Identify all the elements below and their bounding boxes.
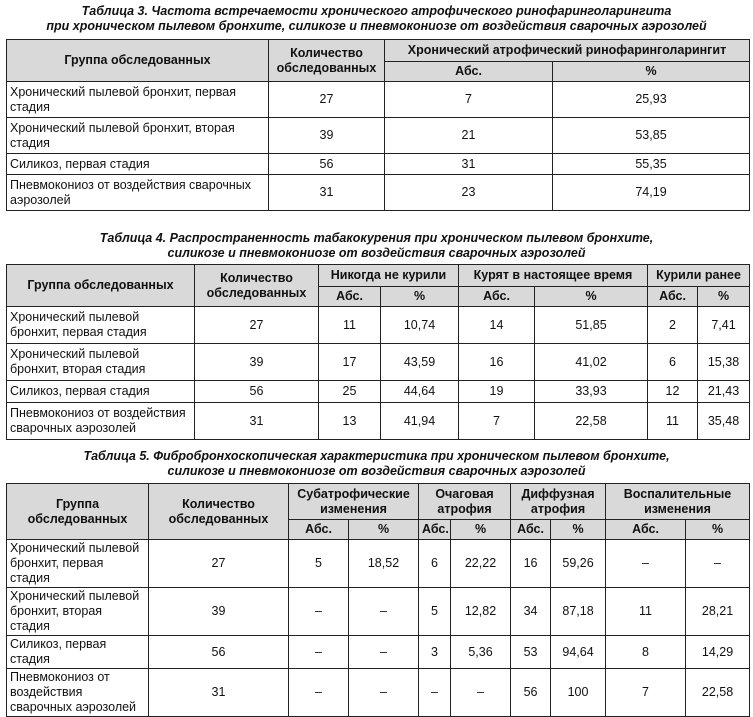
t5-header-count: Количество обследованных bbox=[149, 484, 289, 540]
t4-count: 27 bbox=[195, 307, 319, 344]
t4-abs: 19 bbox=[459, 381, 535, 403]
t5-pct: 59,26 bbox=[551, 540, 606, 588]
t5-group: Пневмокониоз от воздействия сварочных аэрозолей bbox=[7, 669, 149, 717]
t4-abs: 2 bbox=[648, 307, 698, 344]
t4-pct: 33,93 bbox=[535, 381, 648, 403]
table-row bbox=[7, 540, 750, 588]
t4-count: 31 bbox=[195, 403, 319, 440]
t4-abs: 12 bbox=[648, 381, 698, 403]
t5-group: Силикоз, первая стадия bbox=[7, 636, 149, 669]
t4-header-abs: Абс. bbox=[459, 287, 535, 307]
t5-header-abs: Абс. bbox=[511, 520, 551, 540]
t4-header-now: Курят в настоящее время bbox=[459, 265, 648, 287]
t5-abs: 16 bbox=[511, 540, 551, 588]
t3-pct: 25,93 bbox=[553, 82, 750, 118]
t4-pct: 35,48 bbox=[698, 403, 750, 440]
table-row bbox=[7, 82, 750, 118]
t5-header-pct: % bbox=[451, 520, 511, 540]
t5-abs: – bbox=[289, 588, 349, 636]
t5-pct: – bbox=[451, 669, 511, 717]
t3-pct: 53,85 bbox=[553, 118, 750, 154]
t3-pct: 55,35 bbox=[553, 154, 750, 175]
table4-caption bbox=[0, 231, 753, 261]
t5-abs: 11 bbox=[606, 588, 686, 636]
t4-abs: 11 bbox=[648, 403, 698, 440]
t5-header-pct: % bbox=[349, 520, 419, 540]
t3-group: Хронический пылевой бронхит, вторая стадия bbox=[7, 118, 269, 154]
t3-header-group: Группа обследованных bbox=[7, 40, 269, 82]
t4-pct: 7,41 bbox=[698, 307, 750, 344]
t3-group: Хронический пылевой бронхит, первая стадия bbox=[7, 82, 269, 118]
t4-pct: 51,85 bbox=[535, 307, 648, 344]
t5-group: Хронический пылевой бронхит, вторая стадия bbox=[7, 588, 149, 636]
t5-pct: – bbox=[686, 540, 750, 588]
t5-pct: 22,58 bbox=[686, 669, 750, 717]
t5-abs: – bbox=[289, 636, 349, 669]
t4-header-before: Курили ранее bbox=[648, 265, 750, 287]
t5-header-abs: Абс. bbox=[606, 520, 686, 540]
t5-header-focal: Очаговая атрофия bbox=[419, 484, 511, 520]
t4-header-count: Количество обследованных bbox=[195, 265, 319, 307]
t4-group: Пневмокониоз от воздействия сварочных аэрозолей bbox=[7, 403, 195, 440]
t5-pct: 87,18 bbox=[551, 588, 606, 636]
table-row bbox=[7, 307, 750, 344]
t4-count: 39 bbox=[195, 344, 319, 381]
t5-header-diffuse: Диффузная атрофия bbox=[511, 484, 606, 520]
t5-abs: – bbox=[289, 669, 349, 717]
t5-abs: 3 bbox=[419, 636, 451, 669]
table-row bbox=[7, 118, 750, 154]
t4-header-pct: % bbox=[381, 287, 459, 307]
t4-pct: 44,64 bbox=[381, 381, 459, 403]
t4-pct: 43,59 bbox=[381, 344, 459, 381]
t4-pct: 22,58 bbox=[535, 403, 648, 440]
t5-abs: 7 bbox=[606, 669, 686, 717]
table3-caption-line1: Таблица 3. Частота встречаемости хронического атрофического ринофаринголарингита bbox=[81, 4, 672, 18]
table-row bbox=[7, 636, 750, 669]
t3-count: 56 bbox=[269, 154, 385, 175]
t4-pct: 15,38 bbox=[698, 344, 750, 381]
t4-group: Хронический пылевой бронхит, первая стадия bbox=[7, 307, 195, 344]
t4-abs: 25 bbox=[319, 381, 381, 403]
t5-header-inflammatory: Воспалительные изменения bbox=[606, 484, 750, 520]
table-row bbox=[7, 175, 750, 211]
t5-pct: 94,64 bbox=[551, 636, 606, 669]
t4-group: Силикоз, первая стадия bbox=[7, 381, 195, 403]
t5-header-abs: Абс. bbox=[419, 520, 451, 540]
t3-abs: 31 bbox=[385, 154, 553, 175]
t5-header-group: Группа обследованных bbox=[7, 484, 149, 540]
t5-pct: – bbox=[349, 669, 419, 717]
table3 bbox=[6, 39, 750, 211]
t3-group: Силикоз, первая стадия bbox=[7, 154, 269, 175]
t5-pct: – bbox=[349, 636, 419, 669]
t4-pct: 10,74 bbox=[381, 307, 459, 344]
t4-header-abs: Абс. bbox=[648, 287, 698, 307]
t5-abs: 56 bbox=[511, 669, 551, 717]
t5-group: Хронический пылевой бронхит, первая стадия bbox=[7, 540, 149, 588]
table-row bbox=[7, 154, 750, 175]
t5-pct: 12,82 bbox=[451, 588, 511, 636]
table5-caption bbox=[0, 449, 753, 479]
t5-count: 56 bbox=[149, 636, 289, 669]
t5-pct: – bbox=[349, 588, 419, 636]
t5-abs: 34 bbox=[511, 588, 551, 636]
t5-abs: – bbox=[606, 540, 686, 588]
t4-abs: 14 bbox=[459, 307, 535, 344]
t5-count: 39 bbox=[149, 588, 289, 636]
t5-pct: 14,29 bbox=[686, 636, 750, 669]
t4-abs: 11 bbox=[319, 307, 381, 344]
t3-abs: 21 bbox=[385, 118, 553, 154]
t4-pct: 21,43 bbox=[698, 381, 750, 403]
t4-header-pct: % bbox=[535, 287, 648, 307]
t4-header-abs: Абс. bbox=[319, 287, 381, 307]
t3-header-main: Хронический атрофический ринофаринголарингит bbox=[385, 40, 750, 62]
table4 bbox=[6, 264, 750, 440]
table-row bbox=[7, 381, 750, 403]
t3-group: Пневмокониоз от воздействия сварочных аэрозолей bbox=[7, 175, 269, 211]
t4-header-never: Никогда не курили bbox=[319, 265, 459, 287]
table3-caption-line2: при хроническом пылевом бронхите, силикозе и пневмокониозе от воздействия сварочных аэрозолей bbox=[46, 19, 707, 33]
t5-header-abs: Абс. bbox=[289, 520, 349, 540]
table-row bbox=[7, 669, 750, 717]
t4-abs: 7 bbox=[459, 403, 535, 440]
t3-pct: 74,19 bbox=[553, 175, 750, 211]
t4-count: 56 bbox=[195, 381, 319, 403]
table-row bbox=[7, 588, 750, 636]
t5-abs: 53 bbox=[511, 636, 551, 669]
t5-header-pct: % bbox=[686, 520, 750, 540]
t4-group: Хронический пылевой бронхит, вторая стадия bbox=[7, 344, 195, 381]
table5-caption-line2: силикозе и пневмокониозе от воздействия сварочных аэрозолей bbox=[167, 464, 586, 478]
t3-count: 27 bbox=[269, 82, 385, 118]
t5-header-subatrophic: Субатрофические изменения bbox=[289, 484, 419, 520]
t5-count: 27 bbox=[149, 540, 289, 588]
table5 bbox=[6, 483, 750, 717]
t5-header-pct: % bbox=[551, 520, 606, 540]
t3-header-abs: Абс. bbox=[385, 62, 553, 82]
t4-abs: 6 bbox=[648, 344, 698, 381]
t5-abs: 6 bbox=[419, 540, 451, 588]
t3-abs: 7 bbox=[385, 82, 553, 118]
t4-abs: 16 bbox=[459, 344, 535, 381]
t3-count: 39 bbox=[269, 118, 385, 154]
t5-abs: – bbox=[419, 669, 451, 717]
table4-caption-line1: Таблица 4. Распространенность табакокурения при хроническом пылевом бронхите, bbox=[99, 231, 654, 245]
t5-abs: 5 bbox=[419, 588, 451, 636]
table3-caption bbox=[0, 4, 753, 34]
table-row bbox=[7, 344, 750, 381]
t5-pct: 100 bbox=[551, 669, 606, 717]
t3-header-count: Количество обследованных bbox=[269, 40, 385, 82]
table4-caption-line2: силикозе и пневмокониозе от воздействия сварочных аэрозолей bbox=[167, 246, 586, 260]
t4-abs: 17 bbox=[319, 344, 381, 381]
table5-caption-line1: Таблица 5. Фибробронхоскопическая характеристика при хроническом пылевом бронхите, bbox=[83, 449, 670, 463]
t3-header-pct: % bbox=[553, 62, 750, 82]
table-row bbox=[7, 403, 750, 440]
t5-abs: 5 bbox=[289, 540, 349, 588]
t4-pct: 41,94 bbox=[381, 403, 459, 440]
t5-abs: 8 bbox=[606, 636, 686, 669]
t5-count: 31 bbox=[149, 669, 289, 717]
t5-pct: 5,36 bbox=[451, 636, 511, 669]
t4-header-pct: % bbox=[698, 287, 750, 307]
t5-pct: 28,21 bbox=[686, 588, 750, 636]
t5-pct: 18,52 bbox=[349, 540, 419, 588]
t4-pct: 41,02 bbox=[535, 344, 648, 381]
t4-abs: 13 bbox=[319, 403, 381, 440]
t5-pct: 22,22 bbox=[451, 540, 511, 588]
t3-count: 31 bbox=[269, 175, 385, 211]
t3-abs: 23 bbox=[385, 175, 553, 211]
t4-header-group: Группа обследованных bbox=[7, 265, 195, 307]
